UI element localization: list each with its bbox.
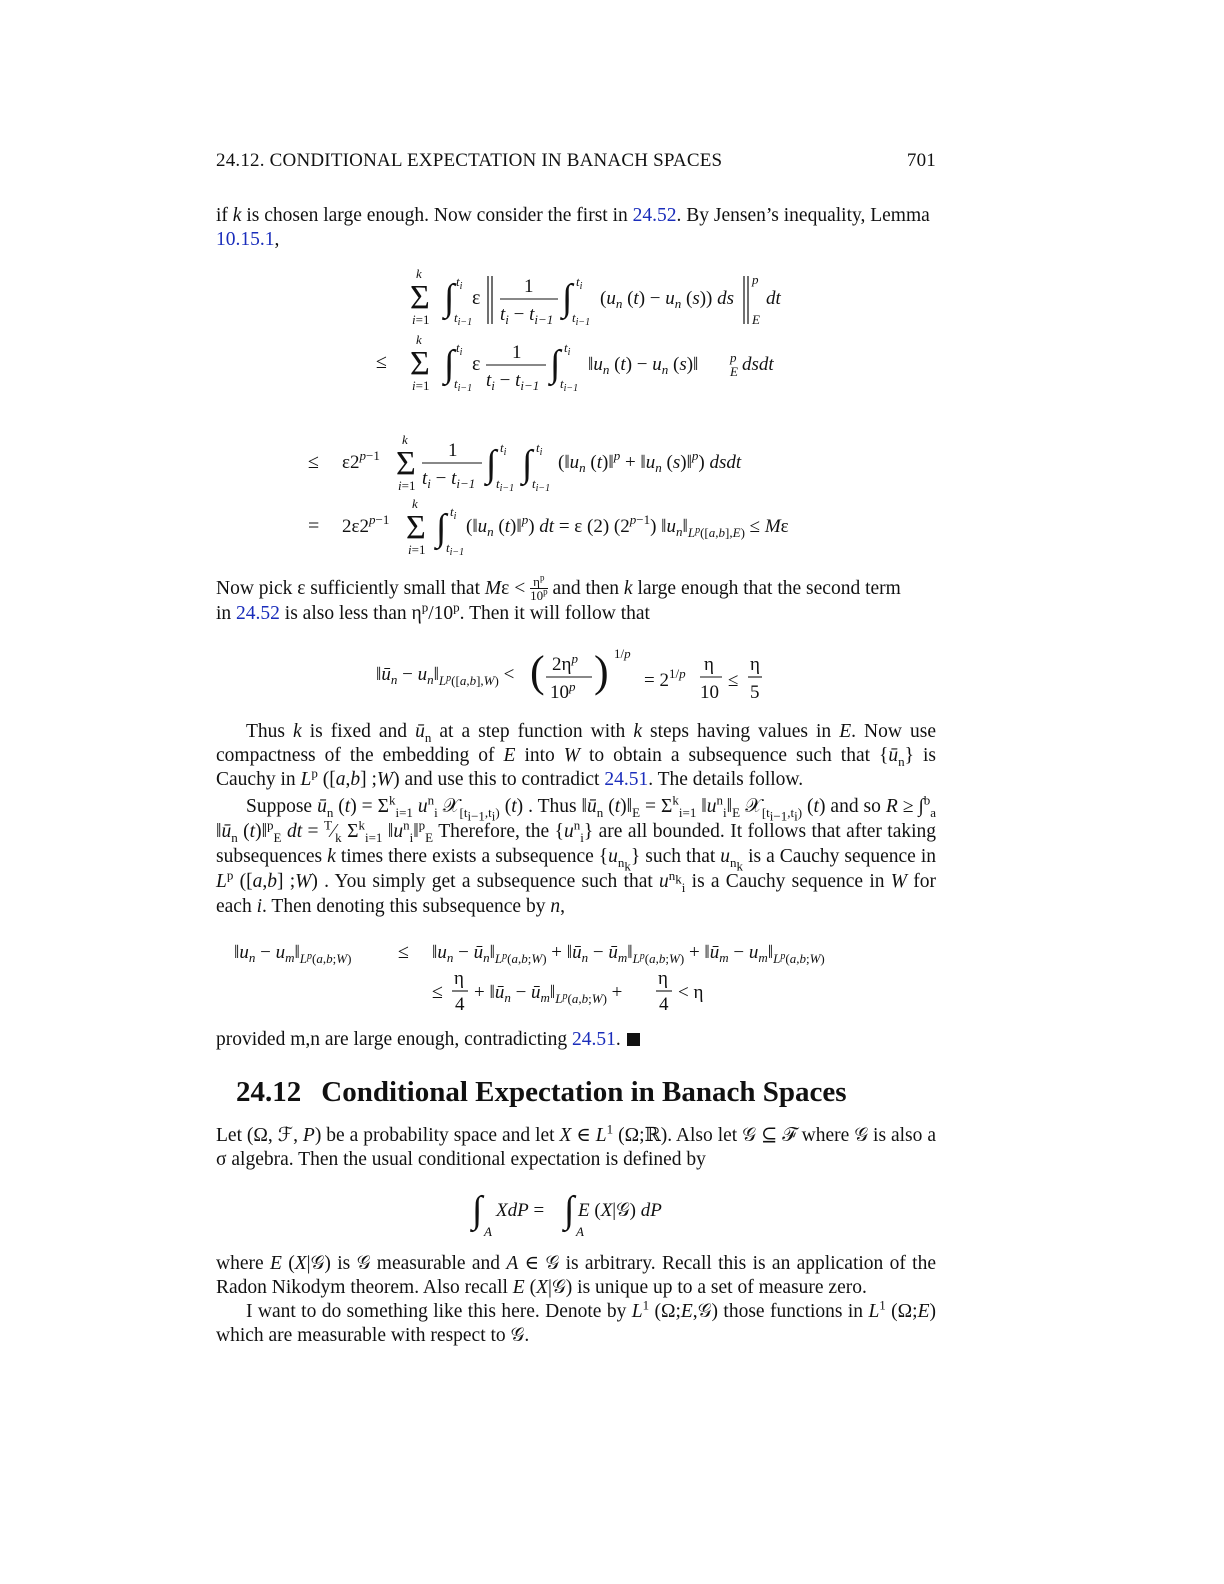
svg-text:∫: ∫: [522, 443, 533, 485]
svg-text:= 21/p: = $2^{1/p}$: [644, 666, 686, 691]
svg-text:(: (: [530, 647, 545, 696]
svg-text:∫: ∫: [486, 443, 497, 485]
equation-cauchy: [216, 930, 936, 1020]
svg-text:p: p: [730, 350, 737, 365]
section-number: 24.12: [236, 1076, 302, 1108]
equation-ref-link[interactable]: 24.52: [236, 603, 280, 624]
equation-cauchy-svg: [216, 930, 936, 1020]
running-head: [216, 150, 936, 172]
svg-text:Σ: Σ: [396, 445, 416, 482]
equation-jensen-chain: [216, 262, 936, 562]
svg-text:ti−1: $t_{i-1}$: [446, 540, 465, 558]
svg-text:η: η: [704, 654, 714, 675]
text: . By Jensen’s inequality, Lemma: [676, 205, 930, 226]
svg-text:5: 5: [750, 682, 760, 703]
svg-text:≤: ≤: [728, 670, 739, 691]
svg-text:(un (t) − un (s)) ds: ($u_n$ $(t) - u_n$ (s)) ds: [600, 288, 735, 311]
svg-text:k: k: [416, 266, 422, 281]
svg-text:(‖un (t)‖p + ‖un (s)‖p) dsdt: ($‖u_n$ (t)‖$^p$ + $‖u_n$ (s)‖$^p$) dsdt: [558, 448, 742, 475]
svg-text:ti−1: $t_{i-1}$: [454, 310, 473, 328]
paragraph-probability-space: Let (Ω, ℱ, P) be a probability space and let X ∈ $L^1$ (Ω;ℝ). Also let 𝒢 ⊆ ℱ where 𝒢 is also a σ algebra. Then the usual conditional expectation is defined by: [216, 1121, 936, 1170]
svg-text:Σ: Σ: [410, 345, 430, 382]
running-head-section: 24.12. CONDITIONAL EXPECTATION IN BANACH SPACES: [216, 150, 723, 171]
svg-text:∫: ∫: [564, 1189, 575, 1231]
svg-text:ε: ε: [472, 353, 481, 375]
svg-text:ti: $t_i$: [456, 274, 463, 292]
equation-ref-link[interactable]: 24.52: [632, 205, 677, 226]
paragraph-banach-definition: I want to do something like this here. Denote by $L^1$ (Ω;E,𝒢) those functions in $L^1$ (Ω;E) which are measurable with respect to 𝒢.: [216, 1297, 936, 1346]
svg-text:< η: < η: [678, 982, 704, 1003]
svg-text:1: 1: [512, 342, 522, 363]
paragraph-conclusion: [216, 1028, 936, 1052]
var-k: k: [232, 205, 242, 226]
svg-text:E (X|𝒢) dP: E (X|𝒢) dP: [578, 1200, 662, 1221]
jensen-line-4: [308, 496, 789, 558]
text: is chosen large enough. Now consider the first in: [241, 205, 633, 226]
svg-text:ti−1: $t_{i-1}$: [454, 376, 473, 394]
paragraph-radon-nikodym: where E (X|𝒢) is 𝒢 measurable and A ∈ 𝒢 is arbitrary. Recall this is an application of the Radon Nikodym theorem. Also recall E (X|𝒢) is unique up to a set of measure zero.: [216, 1253, 937, 1298]
text: . The details follow.: [648, 769, 804, 790]
svg-text:E: E: [752, 312, 760, 327]
svg-text:ti: $t_i$: [450, 504, 457, 522]
svg-text:η: η: [750, 654, 760, 675]
svg-text:Σ: Σ: [406, 509, 426, 546]
jensen-line-2: [376, 332, 774, 394]
svg-text:ti−1: $t_{i-1}$: [560, 376, 579, 394]
svg-text:η: η: [454, 968, 464, 989]
jensen-line-3: [308, 432, 742, 494]
svg-text:ti: $t_i$: [456, 340, 463, 358]
svg-text:1: 1: [524, 276, 534, 297]
svg-text:k: k: [402, 432, 408, 447]
svg-text:+ ‖ūn − ūm‖Lp(a,b;W) +: + $‖ū_n$ − $ū_m‖_{L^p(a,b;W)}$ +: [474, 982, 623, 1006]
svg-text:≤: ≤: [376, 351, 387, 373]
svg-text:ti−1: $t_{i-1}$: [572, 310, 591, 328]
svg-text:∫: ∫: [472, 1189, 483, 1231]
svg-text:2ηp: $2\eta^p$: [552, 651, 578, 675]
svg-text:ti: $t_i$: [500, 440, 507, 458]
svg-text:A: A: [576, 1224, 584, 1239]
svg-text:4: 4: [659, 994, 669, 1015]
text: ,: [274, 229, 280, 250]
section-title: Conditional Expectation in Banach Spaces: [321, 1076, 847, 1108]
paragraph-compactness: Thus k is fixed and $ū_n$ at a step function with k steps having values in E. Now use compactness of the embedding of E into W to obtain a subsequence such that $\{ū_n\}$ is Cauchy in $L^p$ ([a,b] ;W) and use this to contradict 24.51. The details follow.: [216, 721, 936, 790]
svg-text:ε: ε: [472, 287, 481, 309]
svg-text:∫: ∫: [550, 343, 561, 385]
section-heading: [236, 1076, 847, 1109]
svg-text:ti − ti−1: $t_i - t_{i-1}$: [422, 468, 476, 491]
svg-text:k: k: [416, 332, 422, 347]
svg-text:i=1: i=1: [412, 378, 430, 393]
equation-cond-exp-svg: [216, 1186, 936, 1242]
svg-text:k: k: [412, 496, 418, 511]
svg-text:1/p: 1/p: [614, 646, 631, 661]
equation-ref-link[interactable]: 24.51: [604, 769, 649, 790]
svg-text:ti: $t_i$: [576, 274, 583, 292]
svg-text:XdP =: XdP =: [496, 1200, 545, 1221]
svg-text:2ε2p−1: $2\varepsilon 2^{p-1}$: [342, 512, 390, 537]
svg-text:A: A: [484, 1224, 492, 1239]
svg-text:dsdt: dsdt: [742, 354, 774, 375]
svg-text:ti−1: $t_{i-1}$: [496, 476, 515, 494]
text: if: [216, 205, 233, 226]
svg-text:≤: ≤: [432, 981, 443, 1003]
svg-text:‖un − um‖Lp(a,b;W): $‖u_n$ − $u_m‖_{L^p(a,b;W)}$: [234, 942, 352, 966]
qed-symbol: [627, 1033, 640, 1046]
svg-text:‖un − ūn‖Lp(a,b;W) + ‖ūn − ūm‖: $‖u_n$ − $ū_n‖_{L^p(a,b;W)}$ + $‖ū_n$ − $ū_m‖_{L^p(a,b;W)}$ + $‖ū_m$ − $u_m‖_{L^p(a,b;W)}$: [432, 942, 825, 966]
svg-text:1: 1: [448, 440, 458, 461]
svg-text:dt: dt: [766, 288, 781, 309]
equation-jensen-svg: [216, 262, 936, 562]
svg-text:ti: $t_i$: [536, 440, 543, 458]
svg-text:ε2p−1: $\varepsilon 2^{p-1}$: [342, 448, 380, 473]
svg-text:∫: ∫: [436, 507, 447, 549]
svg-text:≤: ≤: [398, 941, 409, 963]
equation-conditional-expectation: [216, 1186, 936, 1242]
svg-text:): ): [594, 647, 609, 696]
svg-text:ti−1: $t_{i-1}$: [532, 476, 551, 494]
svg-text:∫: ∫: [562, 277, 573, 319]
svg-text:ti: $t_i$: [564, 340, 571, 358]
svg-text:p: p: [752, 272, 759, 287]
paragraph-jensen-intro: [216, 204, 936, 252]
svg-text:i=1: i=1: [412, 312, 430, 327]
svg-text:≤: ≤: [308, 451, 319, 473]
svg-text:=: =: [308, 515, 320, 537]
svg-text:ti − ti−1: $t_i - t_{i-1}$: [486, 370, 540, 393]
equation-ref-link[interactable]: 24.51: [571, 1029, 616, 1050]
paragraph-subsequence: Suppose $ū_n$ $(t) = \Sigma^k_{i=1}$ $u^n_i$ 𝒳$_{[t_{i-1},t_i)}$ (t) . Thus $‖ū_n$ $(t)‖_E = \Sigma^k_{i=1}$ $‖u^n_i‖_E$ 𝒳$_{[t_{i-1},t_i)}$ (t) and so R ≥ ∫$^b_a$ $‖ū_n$ (t)‖$^p_E$ dt = $^T⁄_k$ $\Sigma^k_{i=1}$ $‖u^n_i‖^p_E$ Therefore, the $\{u^n_i\}$ are all bounded. It follows that after taking subsequences k times there exists a subsequence $\{u_{n_k}\}$ such that $u_{n_k}$ is a Cauchy sequence in $L^p$ ([a,b] ;W) . You simply get a subsequence such that $u^{n_k}_i$ is a Cauchy sequence in W for each i. Then denoting this subsequence by n,: [216, 792, 937, 917]
text: .: [615, 1029, 621, 1050]
paragraph-choose-epsilon: Now pick ε sufficiently small that $M\varepsilon < \eta^p$ 10$^p$ and then k large enough that the second term in 24.52 is also less than $\eta^p/10^p$. Then it will follow that: [216, 572, 901, 624]
equation-bound: [216, 640, 936, 710]
svg-text:(‖un (t)‖p) dt = ε (2) (2p−1): ($‖u_n$ (t)‖$^p$) dt = ε (2) $(2^{p-1})$ $‖u_n‖_{L^p([a,b],E)} \le M\varepsilon$: [466, 512, 789, 540]
svg-text:4: 4: [455, 994, 465, 1015]
svg-text:‖un (t) − un (s)‖: $‖u_n$ $(t) - u_n$ (s)‖: [588, 354, 699, 377]
svg-text:i=1: i=1: [398, 478, 416, 493]
svg-text:Σ: Σ: [410, 279, 430, 316]
equation-bound-svg: [216, 640, 936, 710]
svg-text:E: E: [730, 364, 738, 379]
svg-text:i=1: i=1: [408, 542, 426, 557]
lemma-ref-link[interactable]: 10.15.1: [216, 229, 275, 250]
text: provided m,n are large enough, contradicting: [216, 1029, 572, 1050]
svg-text:‖ūn − un‖Lp([a,b],W) <: $‖ū_n$ − $u_n‖_{L^p([a,b],W)}$ <: [376, 664, 515, 688]
svg-text:ti − ti−1: $t_i - t_{i-1}$: [500, 304, 554, 327]
svg-text:η: η: [658, 968, 668, 989]
fraction-eta-p-over-10-p: $\eta^p$ 10$^p$: [530, 572, 548, 603]
jensen-line-1: [410, 266, 782, 328]
svg-text:∫: ∫: [444, 277, 455, 319]
svg-text:10: 10: [700, 682, 719, 703]
svg-text:10p: 10$^p$: [550, 679, 576, 703]
page-number: 701: [906, 150, 936, 171]
svg-text:∫: ∫: [444, 343, 455, 385]
